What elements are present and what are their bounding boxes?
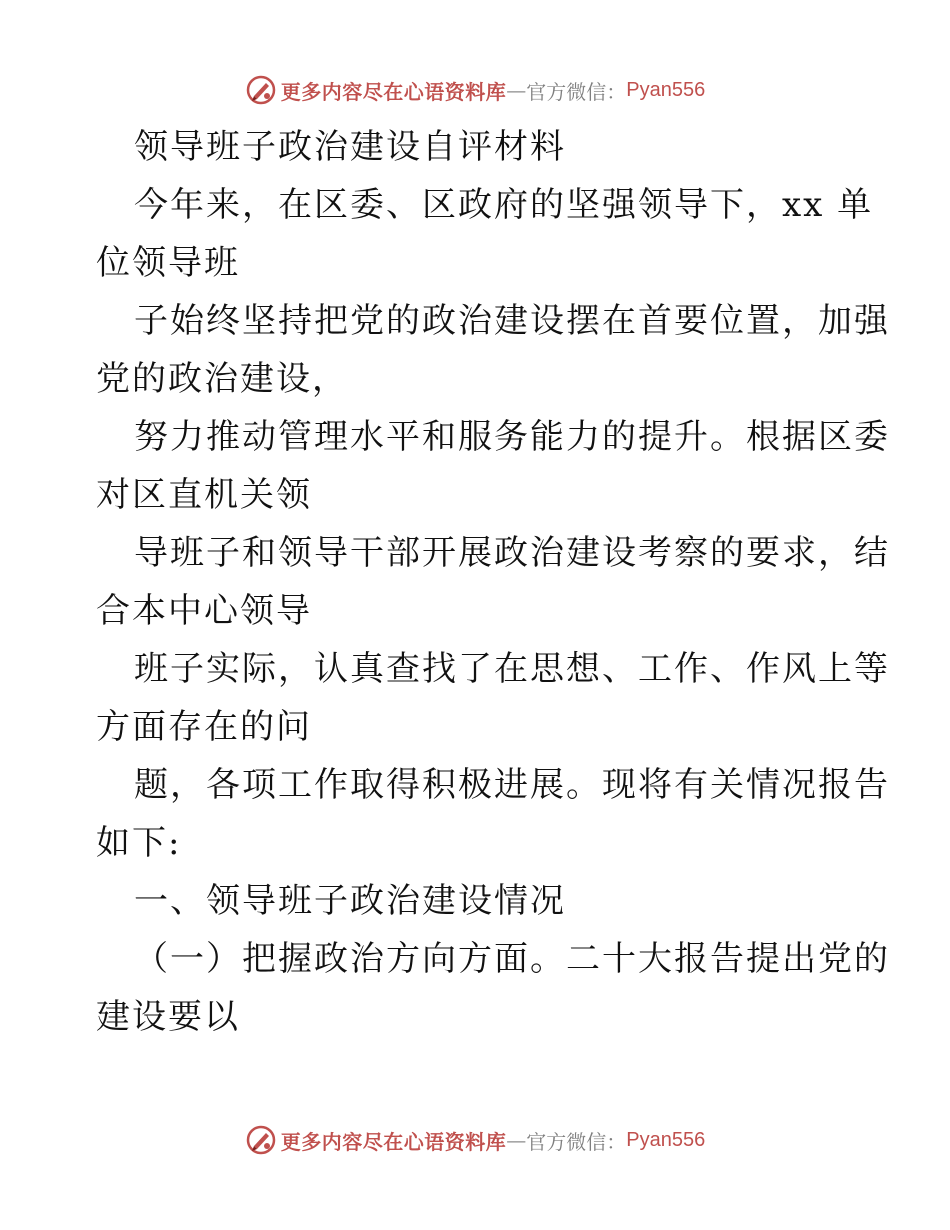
document-body xyxy=(96,118,890,1046)
banner-wechat-id: Pyan556 xyxy=(626,78,706,101)
text-line: （一）把握政治方向方面。二十大报告提出党的 xyxy=(134,939,890,979)
text-line: 合本中心领导 xyxy=(96,591,312,631)
text-line: 今年来，在区委、区政府的坚强领导下，xx 单 xyxy=(134,185,874,225)
pen-logo-icon xyxy=(245,1124,277,1156)
footer-watermark-banner xyxy=(0,1120,950,1160)
text-line: 对区直机关领 xyxy=(96,475,312,515)
text-line: 建设要以 xyxy=(96,997,240,1037)
banner-brand-text: 更多内容尽在心语资料库 xyxy=(280,79,507,104)
text-line: 方面存在的问 xyxy=(96,707,312,747)
document-title: 领导班子政治建设自评材料 xyxy=(134,127,566,167)
text-line: 题，各项工作取得积极进展。现将有关情况报告 xyxy=(134,765,890,805)
section-heading: 一、领导班子政治建设情况 xyxy=(134,881,566,921)
pen-logo-icon xyxy=(245,74,277,106)
text-line: 位领导班 xyxy=(96,243,240,283)
text-line: 班子实际，认真查找了在思想、工作、作风上等 xyxy=(134,649,890,689)
banner-brand-text: 更多内容尽在心语资料库 xyxy=(280,1129,507,1154)
text-line: 努力推动管理水平和服务能力的提升。根据区委 xyxy=(134,417,890,457)
text-line: 导班子和领导干部开展政治建设考察的要求，结 xyxy=(134,533,890,573)
text-line: 如下: xyxy=(96,823,182,863)
banner-wechat-label: 官方微信： xyxy=(526,1129,627,1154)
banner-wechat-id: Pyan556 xyxy=(626,1128,706,1151)
header-watermark-banner xyxy=(0,70,950,110)
text-line: 子始终坚持把党的政治建设摆在首要位置，加强 xyxy=(134,301,890,341)
banner-separator: — xyxy=(506,1128,527,1152)
banner-separator: — xyxy=(506,78,527,102)
text-line: 党的政治建设， xyxy=(96,359,348,399)
banner-wechat-label: 官方微信： xyxy=(526,79,627,104)
